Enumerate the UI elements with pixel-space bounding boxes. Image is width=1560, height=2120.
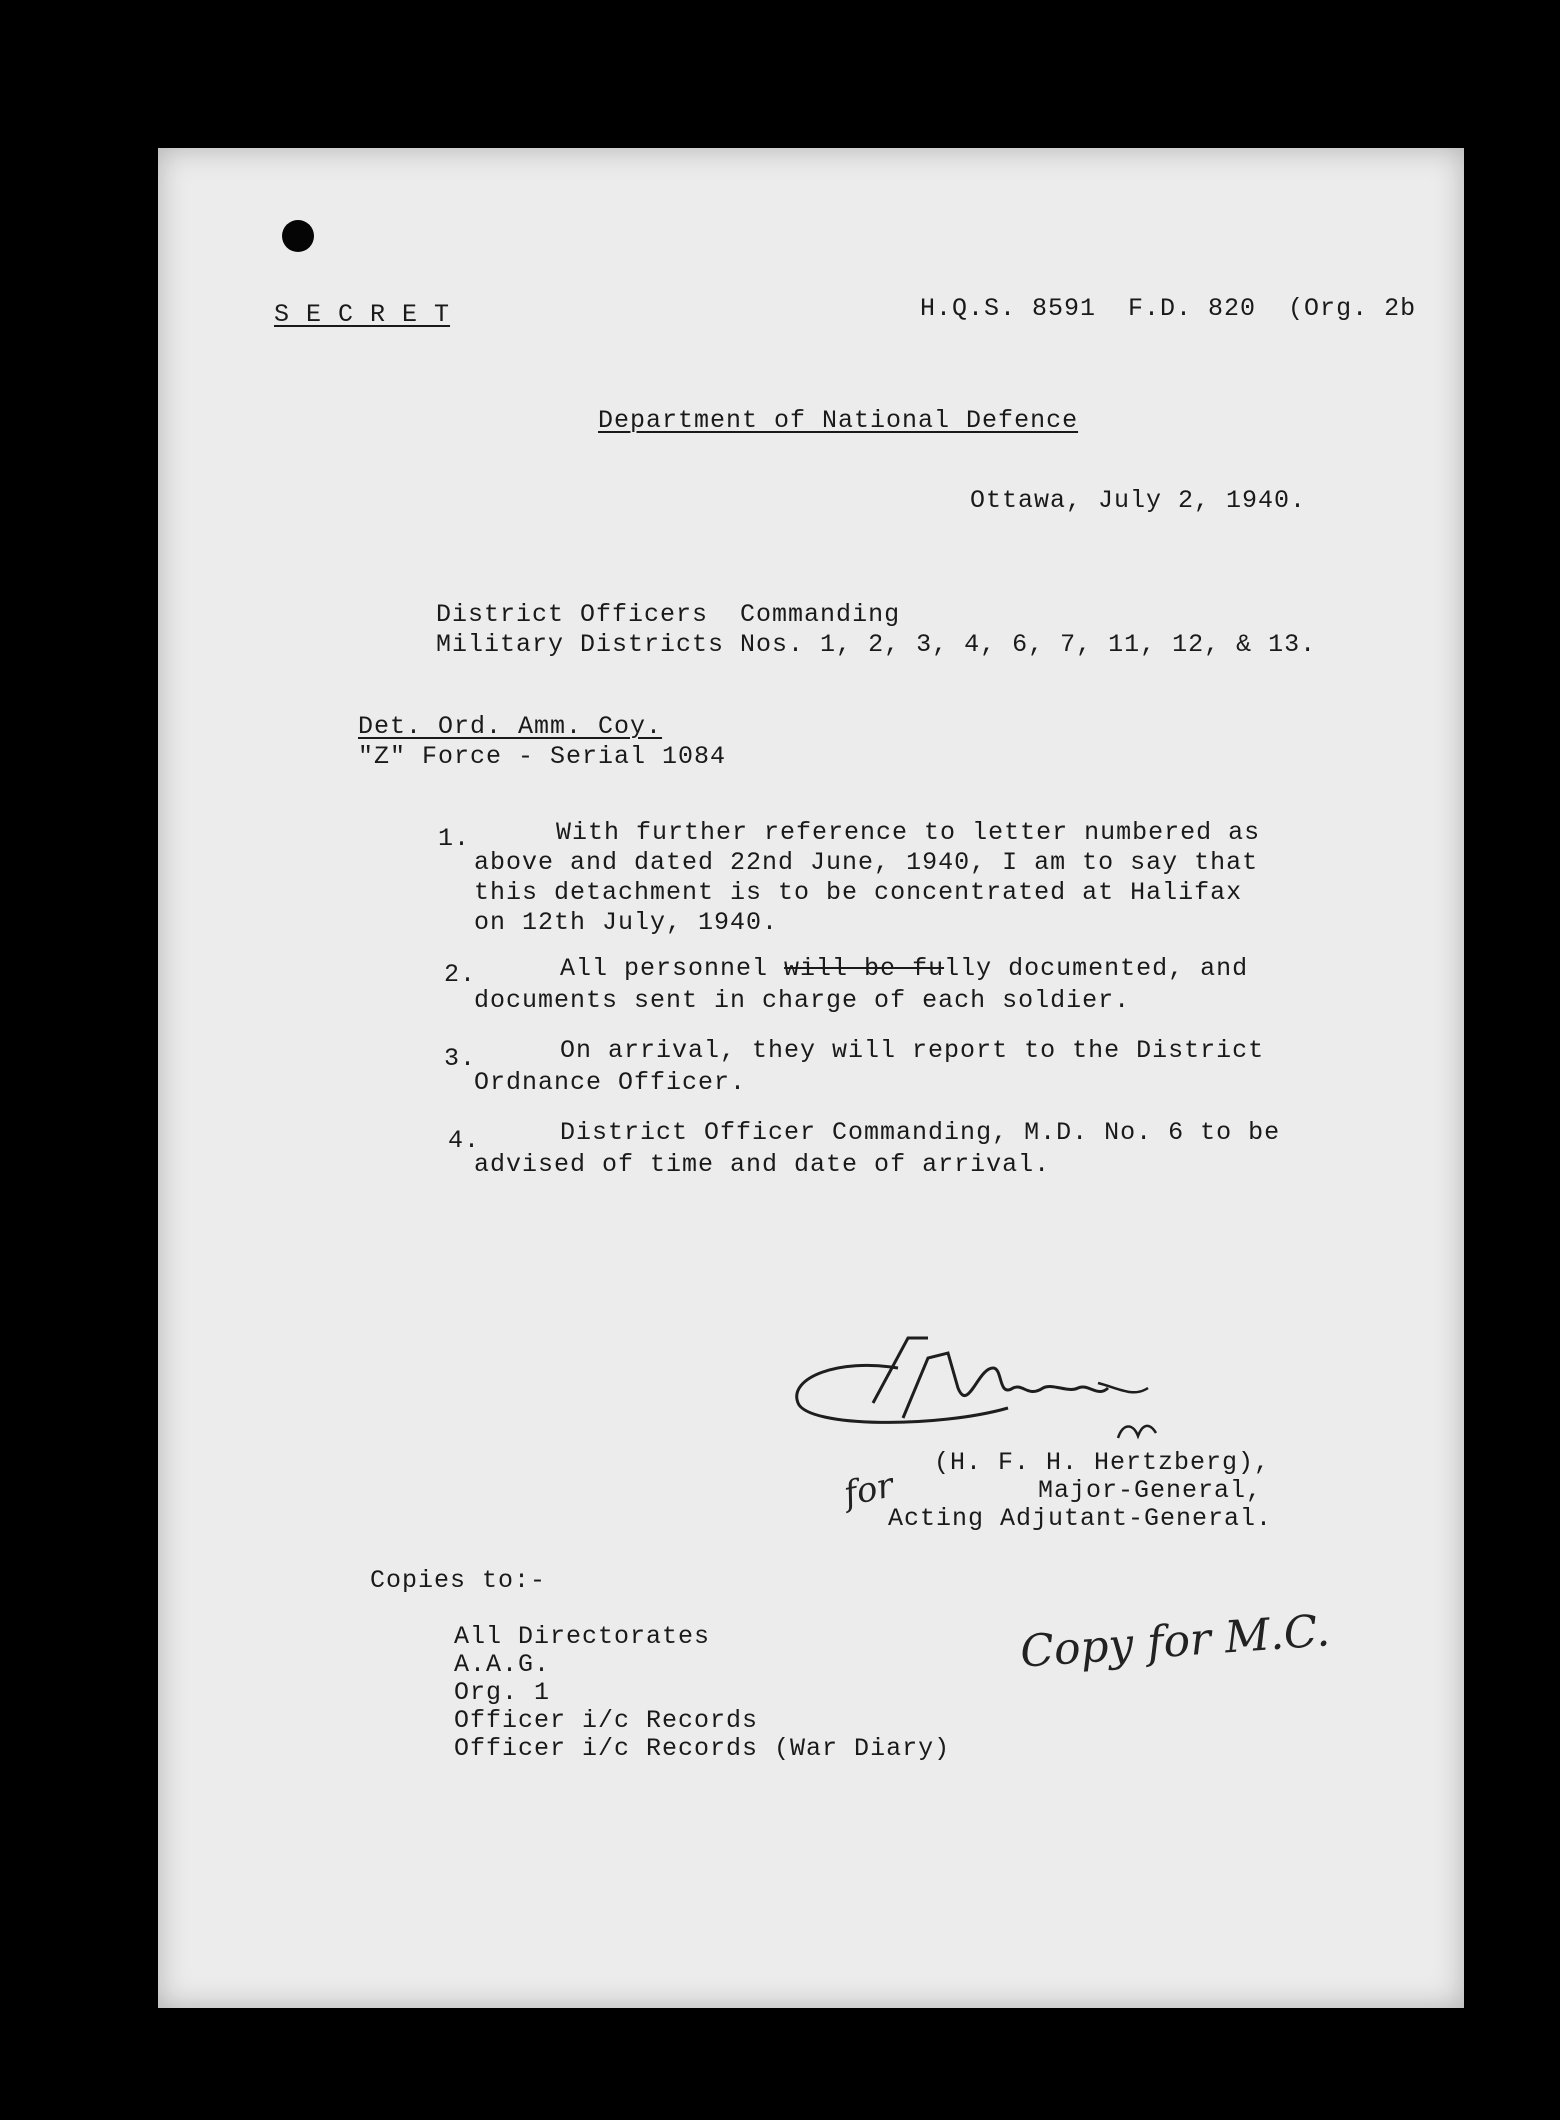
copy-recipient-2: A.A.G. bbox=[454, 1650, 551, 1679]
copy-recipient-3: Org. 1 bbox=[454, 1678, 551, 1707]
copy-recipient-1: All Directorates bbox=[454, 1622, 711, 1651]
paragraph-1-line-2: above and dated 22nd June, 1940, I am to say that bbox=[474, 848, 1259, 877]
department-title: Department of National Defence bbox=[598, 406, 1079, 435]
paragraph-3-line-1: On arrival, they will report to the District bbox=[560, 1036, 1265, 1065]
paragraph-3-number: 3. bbox=[444, 1044, 477, 1073]
document-page bbox=[158, 148, 1464, 2008]
paragraph-4-number: 4. bbox=[448, 1126, 481, 1155]
handwritten-signature bbox=[778, 1328, 1238, 1448]
paragraph-1-line-1: With further reference to letter numbered as bbox=[556, 818, 1261, 847]
paragraph-2-text-b: lly documented, and bbox=[944, 954, 1249, 983]
paragraph-2-struck-text: will be fu bbox=[784, 954, 945, 983]
subject-line-2: "Z" Force - Serial 1084 bbox=[358, 742, 727, 771]
paragraph-4-line-1: District Officer Commanding, M.D. No. 6 to be bbox=[560, 1118, 1281, 1147]
paragraph-1-line-3: this detachment is to be concentrated at Halifax bbox=[474, 878, 1243, 907]
file-reference: H.Q.S. 8591 F.D. 820 (Org. 2b bbox=[920, 294, 1417, 323]
per-mark: for bbox=[840, 1465, 897, 1515]
place-date: Ottawa, July 2, 1940. bbox=[970, 486, 1307, 515]
paragraph-3-line-2: Ordnance Officer. bbox=[474, 1068, 747, 1097]
paragraph-2-text-a: All personnel bbox=[560, 954, 785, 983]
paragraph-1-number: 1. bbox=[438, 824, 471, 853]
classification-mark: S E C R E T bbox=[274, 300, 451, 329]
paragraph-2-line-2: documents sent in charge of each soldier. bbox=[474, 986, 1131, 1015]
addressee-line-2: Military Districts Nos. 1, 2, 3, 4, 6, 7, 11, 12, & 13. bbox=[436, 630, 1317, 659]
copies-heading: Copies to:- bbox=[370, 1566, 547, 1595]
handwritten-copy-note: Copy for M.C. bbox=[1018, 1605, 1332, 1678]
paragraph-2-line-1 bbox=[560, 954, 1248, 984]
copy-recipient-5: Officer i/c Records (War Diary) bbox=[454, 1734, 951, 1763]
paragraph-4-line-2: advised of time and date of arrival. bbox=[474, 1150, 1051, 1179]
paragraph-2-number: 2. bbox=[444, 960, 477, 989]
copy-recipient-4: Officer i/c Records bbox=[454, 1706, 759, 1735]
signatory-name: (H. F. H. Hertzberg), bbox=[934, 1448, 1271, 1477]
punch-hole bbox=[282, 220, 314, 252]
paragraph-1-line-4: on 12th July, 1940. bbox=[474, 908, 779, 937]
subject-line-1: Det. Ord. Amm. Coy. bbox=[358, 712, 663, 741]
addressee-line-1: District Officers Commanding bbox=[436, 600, 901, 629]
signatory-title: Acting Adjutant-General. bbox=[888, 1504, 1273, 1533]
signatory-rank: Major-General, bbox=[1038, 1476, 1263, 1505]
